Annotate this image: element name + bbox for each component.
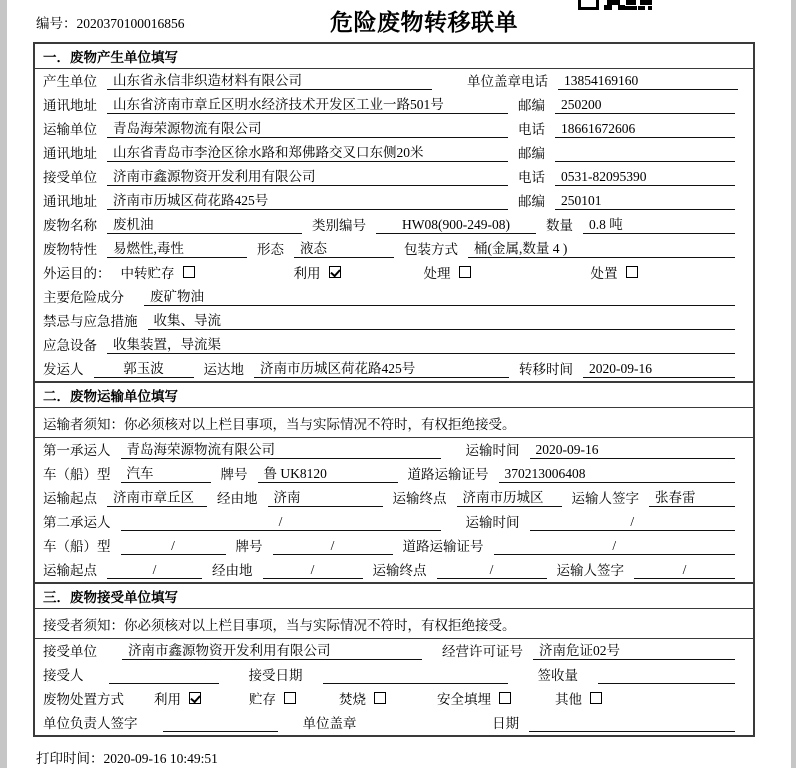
field-label: 车（船）型 xyxy=(43,467,111,482)
field-value: 郭玉波 xyxy=(94,357,194,378)
form-row xyxy=(35,438,753,462)
checkbox-empty-icon xyxy=(284,692,296,704)
form-title: 危险废物转移联单 xyxy=(330,9,518,35)
field-label: 发运人 xyxy=(43,362,84,377)
form-row xyxy=(35,558,753,582)
field-value: 2020-09-16 xyxy=(530,442,736,459)
field-label: 数量 xyxy=(546,218,573,233)
page-edge-left xyxy=(0,0,7,768)
checkbox-field xyxy=(591,262,638,282)
field-label: 应急设备 xyxy=(43,338,97,353)
field-label: 第一承运人 xyxy=(43,443,111,458)
field-value: 汽车 xyxy=(121,462,211,483)
field-value: 济南市历城区荷花路425号 xyxy=(254,357,509,378)
field-label: 运达地 xyxy=(203,362,244,377)
field-label: 运输时间 xyxy=(465,443,520,458)
section-transporter xyxy=(35,381,753,582)
checkbox-empty-icon xyxy=(626,266,638,278)
field-value: 370213006408 xyxy=(499,466,736,483)
notice-text: 接受者须知：你必须核对以上栏目事项，当与实际情况不符时，有权拒绝接受。 xyxy=(35,609,753,639)
field-value: 收集装置，导流渠 xyxy=(107,333,735,354)
form-row xyxy=(35,486,753,510)
field-value: 桶(金属,数量 4 ) xyxy=(468,237,735,258)
checkbox-field xyxy=(154,688,249,708)
field-label: 日期 xyxy=(492,716,520,731)
field-label: 牌号 xyxy=(220,467,248,482)
form-row xyxy=(35,534,753,558)
field-label: 邮编 xyxy=(518,98,545,113)
checkbox-label: 贮存 xyxy=(249,692,276,707)
form-row xyxy=(35,237,753,261)
field-value: 张春雷 xyxy=(649,486,735,507)
checkbox-field xyxy=(555,688,602,708)
field-value: 青岛海荣源物流有限公司 xyxy=(107,117,508,138)
checkbox-field xyxy=(121,262,294,282)
section-receiver xyxy=(35,582,753,735)
field-value xyxy=(555,145,735,162)
field-label: 邮编 xyxy=(518,194,545,209)
field-value: / xyxy=(494,538,736,555)
checkbox-empty-icon xyxy=(499,692,511,704)
print-time xyxy=(36,747,218,767)
field-label: 产生单位 xyxy=(43,74,97,89)
hazardous-waste-transfer-form xyxy=(33,42,755,737)
field-value xyxy=(529,715,735,732)
field-label: 车（船）型 xyxy=(43,539,111,554)
field-value xyxy=(323,667,508,684)
field-value: 0.8 吨 xyxy=(583,213,735,234)
qr-code-fragment xyxy=(578,0,652,10)
serial xyxy=(36,12,185,32)
field-label: 运输人签字 xyxy=(571,491,639,506)
form-row xyxy=(35,165,753,189)
field-label: 签收量 xyxy=(537,668,578,683)
form-row xyxy=(35,93,753,117)
field-value: / xyxy=(263,562,363,579)
checkbox-field xyxy=(437,688,555,708)
checkbox-empty-icon xyxy=(374,692,386,704)
field-label: 包装方式 xyxy=(404,242,458,257)
checkbox-empty-icon xyxy=(183,266,195,278)
field-label: 单位负责人签字 xyxy=(43,716,138,731)
serial-number: 2020370100016856 xyxy=(76,16,185,31)
form-row xyxy=(35,510,753,534)
checkbox-label: 焚烧 xyxy=(339,692,366,707)
form-row xyxy=(35,333,753,357)
section-rows xyxy=(35,69,753,381)
field-value: 废矿物油 xyxy=(144,285,735,306)
print-time-label: 打印时间： xyxy=(36,751,104,766)
serial-label: 编号： xyxy=(36,16,77,31)
field-value: 2020-09-16 xyxy=(583,361,735,378)
field-label: 电话 xyxy=(521,74,548,89)
checkbox-empty-icon xyxy=(590,692,602,704)
form-row xyxy=(35,261,753,285)
checkbox-label: 利用 xyxy=(293,266,321,281)
form-row xyxy=(35,117,753,141)
field-value: / xyxy=(121,514,441,531)
field-value: 250101 xyxy=(555,193,735,210)
page-edge-right xyxy=(791,0,796,768)
section-rows xyxy=(35,438,753,582)
form-row xyxy=(35,663,753,687)
field-value: 济南市鑫源物资开发利用有限公司 xyxy=(107,165,508,186)
field-label: 接受单位 xyxy=(43,170,97,185)
field-value: / xyxy=(273,538,393,555)
field-label: 第二承运人 xyxy=(43,515,111,530)
field-value: / xyxy=(437,562,547,579)
form-row xyxy=(35,687,753,711)
field-label: 运输人签字 xyxy=(556,563,624,578)
field-value: 青岛海荣源物流有限公司 xyxy=(121,438,441,459)
checkbox-field xyxy=(424,262,591,282)
checkbox-field xyxy=(249,688,339,708)
checkbox-checked-icon xyxy=(329,266,341,278)
field-label: 通讯地址 xyxy=(43,146,97,161)
field-label: 邮编 xyxy=(518,146,545,161)
form-row xyxy=(35,213,753,237)
form-row xyxy=(35,357,753,381)
form-row xyxy=(35,309,753,333)
field-value: 济南市历城区 xyxy=(457,486,562,507)
section-producer xyxy=(35,44,753,381)
field-label: 废物处置方式 xyxy=(43,692,124,707)
field-value: 济南市鑫源物资开发利用有限公司 xyxy=(122,639,422,660)
field-label: 接受人 xyxy=(43,668,84,683)
checkbox-label: 处置 xyxy=(590,266,618,281)
field-value: 济南市章丘区 xyxy=(107,486,207,507)
field-label: 经由地 xyxy=(212,563,253,578)
form-row xyxy=(35,285,753,309)
checkbox-field xyxy=(294,262,424,282)
section-rows xyxy=(35,639,753,735)
form-row xyxy=(35,189,753,213)
checkbox-label: 中转贮存 xyxy=(120,266,175,281)
form-row xyxy=(35,141,753,165)
field-label: 废物名称 xyxy=(43,218,97,233)
checkbox-label: 利用 xyxy=(154,692,181,707)
field-label: 道路运输证号 xyxy=(407,467,489,482)
field-value: 液态 xyxy=(294,237,394,258)
field-label: 外运目的： xyxy=(43,266,111,281)
field-value: 18661672606 xyxy=(555,121,735,138)
field-label: 经由地 xyxy=(217,491,258,506)
checkbox-empty-icon xyxy=(459,266,471,278)
field-label: 通讯地址 xyxy=(43,98,97,113)
field-value: / xyxy=(121,538,226,555)
field-value: 济南 xyxy=(268,486,383,507)
field-label: 通讯地址 xyxy=(43,194,97,209)
field-label: 类别编号 xyxy=(312,218,366,233)
field-label: 运输单位 xyxy=(43,122,97,137)
form-row xyxy=(35,69,753,93)
field-value: / xyxy=(530,514,736,531)
field-label: 经营许可证号 xyxy=(442,644,523,659)
field-value: HW08(900-249-08) xyxy=(376,217,536,234)
field-label: 接受日期 xyxy=(248,668,303,683)
field-label: 运输起点 xyxy=(43,491,97,506)
field-value: 济南危证02号 xyxy=(533,639,735,660)
form-row xyxy=(35,711,753,735)
field-value: 鲁 UK8120 xyxy=(258,462,398,483)
checkbox-label: 处理 xyxy=(423,266,451,281)
field-label: 废物特性 xyxy=(43,242,97,257)
checkbox-checked-icon xyxy=(189,692,201,704)
field-value xyxy=(109,667,219,684)
field-label: 电话 xyxy=(518,122,545,137)
checkbox-label: 安全填埋 xyxy=(437,692,491,707)
field-label: 禁忌与应急措施 xyxy=(43,314,138,329)
field-label: 转移时间 xyxy=(519,362,573,377)
field-label: 牌号 xyxy=(235,539,263,554)
field-label: 运输终点 xyxy=(372,563,427,578)
print-time-value: 2020-09-16 10:49:51 xyxy=(103,751,218,766)
field-label: 接受单位 xyxy=(43,644,97,659)
field-value: 0531-82095390 xyxy=(555,169,735,186)
field-label: 运输时间 xyxy=(465,515,520,530)
field-label: 运输终点 xyxy=(392,491,447,506)
form-row xyxy=(35,462,753,486)
checkbox-label: 其他 xyxy=(555,692,582,707)
notice-text: 运输者须知：你必须核对以上栏目事项，当与实际情况不符时，有权拒绝接受。 xyxy=(35,408,753,438)
static-text: 单位盖章 xyxy=(467,74,521,89)
form-row xyxy=(35,639,753,663)
field-label: 形态 xyxy=(257,242,284,257)
static-text: 单位盖章 xyxy=(302,716,357,731)
field-label: 运输起点 xyxy=(43,563,97,578)
section-title: 一．废物产生单位填写 xyxy=(35,44,753,69)
field-value xyxy=(598,667,735,684)
field-value: 收集、导流 xyxy=(148,309,736,330)
field-label: 电话 xyxy=(518,170,545,185)
field-value: 山东省济南市章丘区明水经济技术开发区工业一路501号 xyxy=(107,93,508,114)
field-value: / xyxy=(107,562,202,579)
field-value: 山东省青岛市李沧区徐水路和郑佛路交叉口东侧20米 xyxy=(107,141,508,162)
section-title: 二．废物运输单位填写 xyxy=(35,383,753,408)
field-value: 易燃性,毒性 xyxy=(107,237,247,258)
checkbox-field xyxy=(339,688,437,708)
field-value: 山东省永信非织造材料有限公司 xyxy=(107,69,432,90)
field-value: 废机油 xyxy=(107,213,302,234)
field-value xyxy=(163,715,278,732)
field-value: / xyxy=(634,562,735,579)
field-value: 13854169160 xyxy=(558,73,738,90)
field-value: 济南市历城区荷花路425号 xyxy=(107,189,508,210)
field-label: 道路运输证号 xyxy=(402,539,484,554)
field-value: 250200 xyxy=(555,97,735,114)
field-label: 主要危险成分 xyxy=(43,290,124,305)
section-title: 三．废物接受单位填写 xyxy=(35,584,753,609)
